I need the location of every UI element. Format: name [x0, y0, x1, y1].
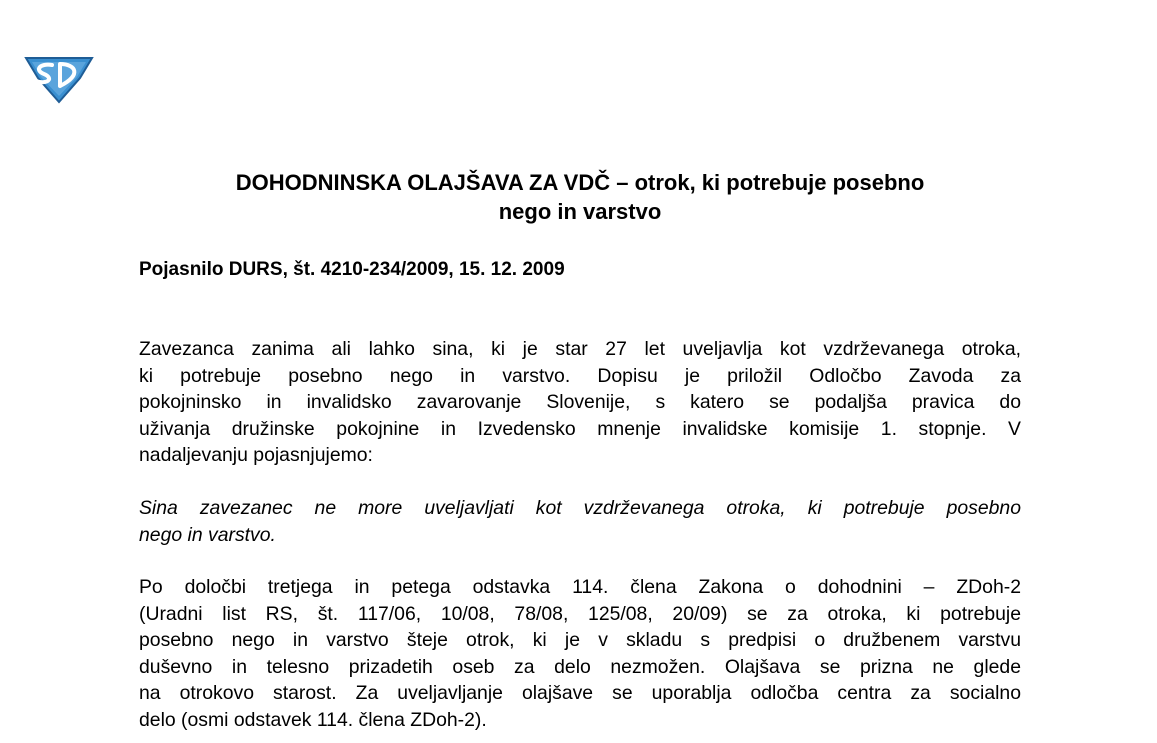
paragraph-1: [139, 336, 1021, 469]
paragraph-line: posebno nego in varstvo šteje otrok, ki je v skladu s predpisi o družbenem varstvu: [139, 629, 1021, 652]
paragraph-line: uživanja družinske pokojnine in Izvedensko mnenje invalidske komisije 1. stopnje. V: [139, 417, 1021, 440]
paragraph-line: duševno in telesno prizadetih oseb za delo nezmožen. Olajšava se prizna ne glede: [139, 655, 1021, 678]
sd-logo: [22, 50, 96, 104]
document-subtitle: Pojasnilo DURS, št. 4210-234/2009, 15. 12. 2009: [139, 259, 565, 280]
paragraph-line: pokojninsko in invalidsko zavarovanje Slovenije, s katero se podaljša pravica do: [139, 391, 1021, 414]
paragraph-line: (Uradni list RS, št. 117/06, 10/08, 78/08, 125/08, 20/09) se za otroka, ki potrebuje: [139, 602, 1021, 625]
paragraph-line: ki potrebuje posebno nego in varstvo. Dopisu je priložil Odločbo Zavoda za: [139, 364, 1021, 387]
paragraph-2: [139, 495, 1021, 548]
sd-logo-icon: [22, 50, 96, 104]
paragraph-line: na otrokovo starost. Za uveljavljanje olajšave se uporablja odločba centra za socialno: [139, 682, 1021, 705]
paragraph-line: nadaljevanju pojasnjujemo:: [139, 444, 373, 467]
paragraph-line: Zavezanca zanima ali lahko sina, ki je star 27 let uveljavlja kot vzdrževanega otroka,: [139, 338, 1021, 360]
paragraph-line: Sina zavezanec ne more uveljavljati kot vzdrževanega otroka, ki potrebuje posebno: [139, 497, 1021, 519]
title-line-1: DOHODNINSKA OLAJŠAVA ZA VDČ – otrok, ki potrebuje posebno: [235, 170, 925, 195]
paragraph-line: Po določbi tretjega in petega odstavka 114. člena Zakona o dohodnini – ZDoh-2: [139, 576, 1021, 598]
title-line-2: nego in varstvo: [498, 199, 662, 224]
document-title: [100, 168, 1060, 226]
paragraph-line: nego in varstvo.: [139, 523, 276, 546]
paragraph-3: [139, 574, 1021, 734]
paragraph-line: delo (osmi odstavek 114. člena ZDoh-2).: [139, 708, 487, 731]
